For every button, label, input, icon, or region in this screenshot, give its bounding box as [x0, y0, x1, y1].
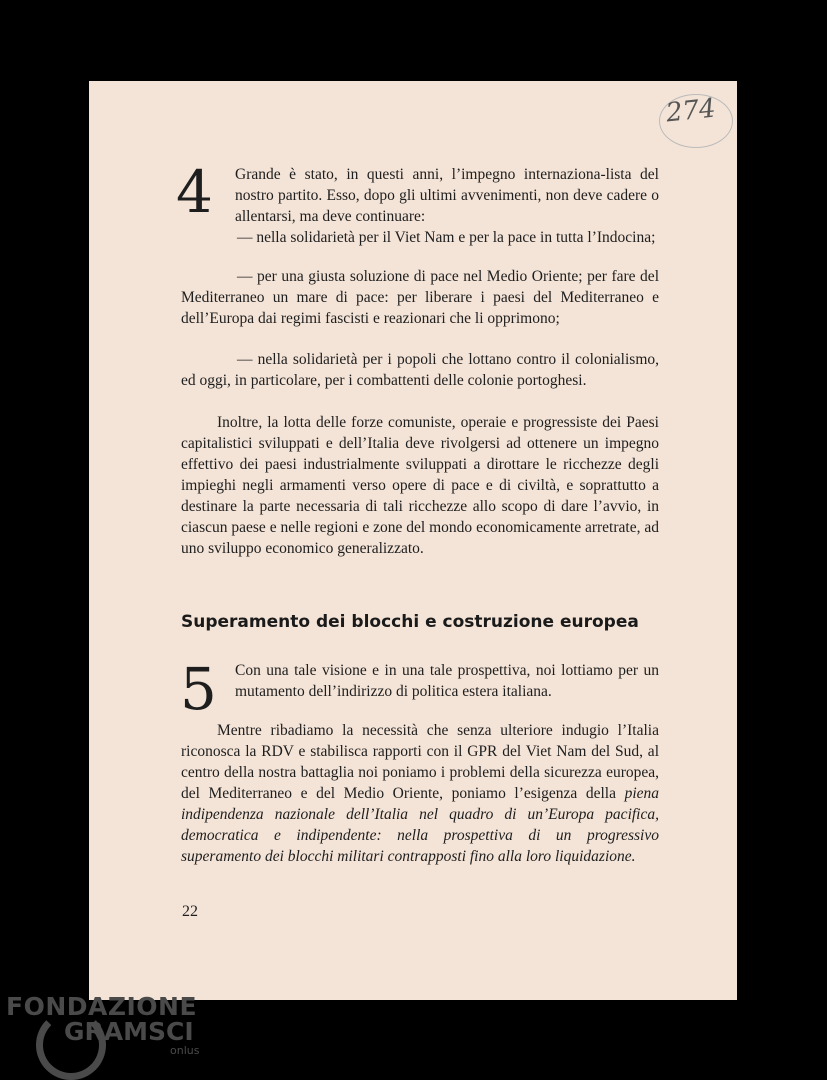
section-number-4: 4 — [176, 158, 213, 226]
section5-paragraph — [181, 720, 659, 867]
logo-line1: FONDAZIONE — [6, 992, 198, 1021]
section4-item1: — nella solidarietà per il Viet Nam e per la pace in tutta l’Indocina; — [237, 229, 656, 246]
handwritten-page-number: 274 — [664, 93, 718, 129]
section4-item3: — nella solidarietà per i popoli che lottano contro il colonialismo, ed oggi, in particolare, per i combattenti delle colonie portoghesi. — [181, 351, 659, 389]
section4-intro: Grande è stato, in questi anni, l’impegno internaziona-lista del nostro partito. Esso, dopo gli ultimi avvenimenti, non deve cadere o allentarsi, ma deve continuare: — [235, 166, 659, 225]
section5-intro: Con una tale visione e in una tale prospettiva, noi lottiamo per un mutamento dell’indirizzo di politica estera italiana. — [235, 662, 659, 700]
section5-paragraph-normal: Mentre ribadiamo la necessità che senza ulteriore indugio l’Italia riconosca la RDV e stabilisca rapporti con il GPR del Viet Nam del Sud, al centro della nostra battaglia noi poniamo i problemi della sicurezza europea, del Mediterraneo e del Medio Oriente, poniamo l’esigenza della — [181, 722, 659, 802]
logo-line3: onlus — [170, 1044, 200, 1057]
logo-g-icon — [36, 1010, 106, 1080]
section4-item2: — per una giusta soluzione di pace nel Medio Oriente; per fare del Mediterraneo un mare di pace: per liberare i paesi del Mediterraneo e dell’Europa dai regimi fascisti e reazionari che li opprimono; — [181, 268, 659, 327]
page-number: 22 — [182, 903, 198, 920]
section4-paragraph: Inoltre, la lotta delle forze comuniste, operaie e progressiste dei Paesi capitalistici sviluppati e dell’Italia deve rivolgersi ad ottenere un impegno effettivo dei paesi industrialmente sviluppati a dirottare le ricchezze degli impieghi negli armamenti verso opere di pace e di civiltà, e soprattutto a destinare la parte necessaria di tali ricchezze allo scopo di dare l’avvio, in ciascun paese e nelle regioni e zone del mondo economicamente arretrate, ad uno sviluppo economico generalizzato. — [181, 414, 659, 557]
section5-paragraph-italic: piena indipendenza nazionale dell’Italia nel quadro di un’Europa pacifica, democratica e indipendente: nella prospettiva di un progressivo superamento dei blocchi militari contrapposti fino alla loro liquidazione. — [181, 785, 660, 865]
section-number-5: 5 — [180, 655, 217, 723]
section-heading: Superamento dei blocchi e costruzione europea — [181, 612, 639, 632]
fondazione-gramsci-logo — [6, 992, 199, 1057]
logo-line2: GRAMSCI — [64, 1017, 194, 1046]
